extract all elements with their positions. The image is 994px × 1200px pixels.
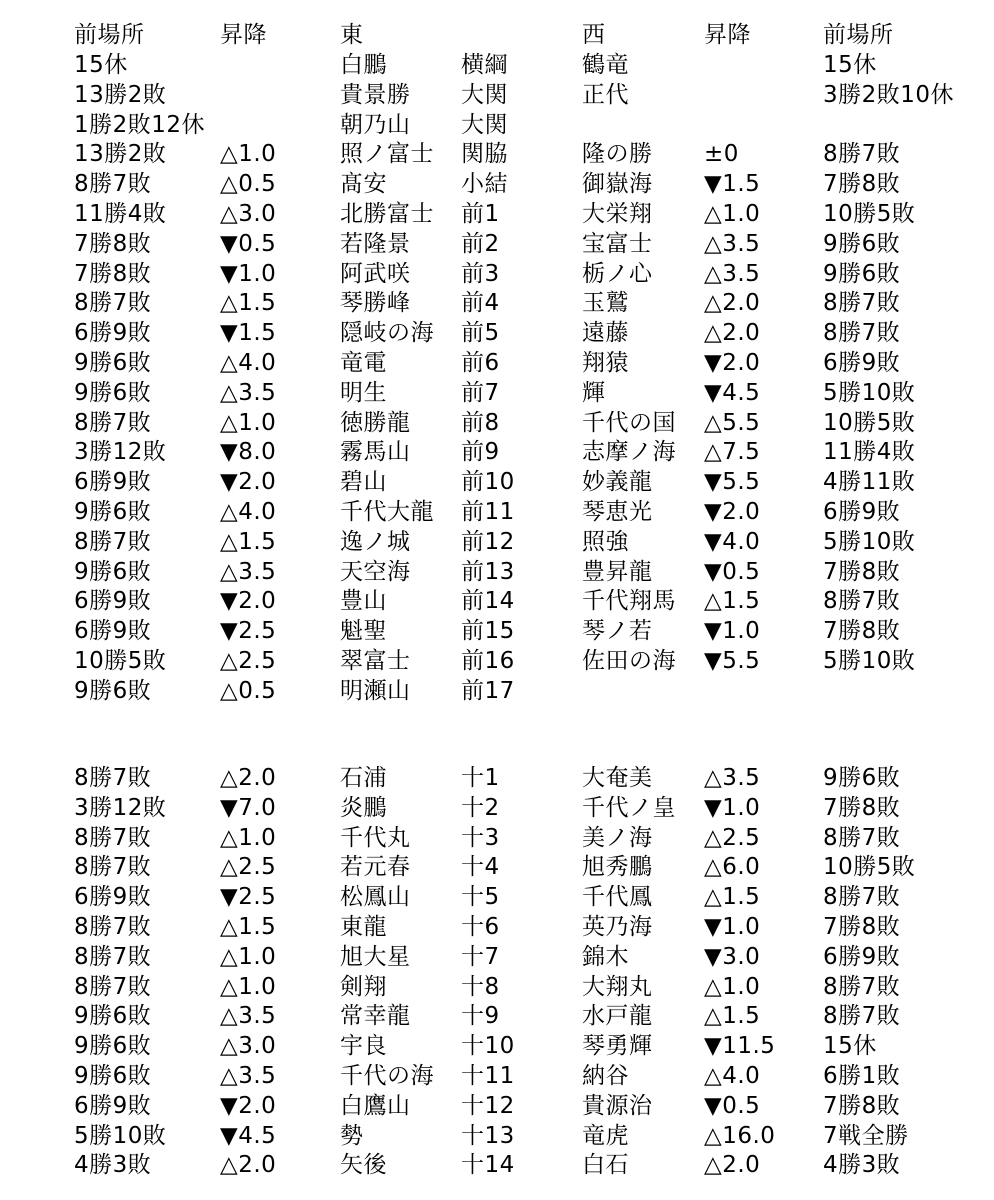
west-prev-record: 6勝9敗 [823,350,901,376]
east-rank-change: △4.0 [220,350,277,376]
table-row [0,763,994,793]
west-wrestler: 妙義龍 [582,469,653,496]
table-row [0,1001,994,1031]
table-row [0,972,994,1002]
rank: 十8 [461,973,500,1000]
west-wrestler: 白石 [582,1152,629,1179]
west-prev-record: 4勝11敗 [823,469,916,496]
east-wrestler: 北勝富士 [340,201,434,227]
east-prev-record: 9勝6敗 [74,1063,152,1089]
table-row [0,646,994,676]
east-rank-change: △1.5 [220,290,277,317]
rank: 前14 [461,588,515,615]
east-rank-change: △1.0 [220,824,277,851]
rank: 十2 [461,794,500,821]
east-wrestler: 宇良 [340,1033,387,1060]
west-rank-change: △6.0 [704,854,761,881]
table-row [0,318,994,348]
rank: 十10 [461,1033,515,1060]
table-row [0,793,994,823]
west-prev-record: 7勝8敗 [823,558,901,585]
table-row [0,139,994,169]
east-rank-change: △1.5 [220,528,277,555]
east-prev-record: 8勝7敗 [74,973,152,1000]
west-prev-record: 8勝7敗 [823,320,901,347]
table-row [0,1061,994,1091]
west-wrestler: 輝 [582,379,606,406]
west-prev-record: 7勝8敗 [823,914,901,940]
east-prev-record: 6勝9敗 [74,618,152,645]
rank: 関脇 [461,141,508,168]
west-prev-record: 8勝7敗 [823,884,901,911]
rank: 十6 [461,914,500,940]
east-wrestler: 朝乃山 [340,111,411,138]
east-rank-change: △3.5 [220,1063,277,1089]
east-wrestler: 若隆景 [340,230,411,257]
east-prev-record: 3勝12敗 [74,439,167,466]
east-wrestler: 髙安 [340,171,387,198]
table-row [0,912,994,942]
east-wrestler: 天空海 [340,558,411,585]
east-prev-record: 8勝7敗 [74,290,152,317]
west-rank-change: △2.5 [704,824,761,851]
east-rank-change: ▼2.5 [220,884,277,911]
rank: 大関 [461,81,508,108]
rank: 大関 [461,111,508,138]
east-wrestler: 松鳳山 [340,884,411,911]
east-prev-record: 15休 [74,52,128,78]
west-wrestler: 大奄美 [582,765,653,791]
east-rank-change: △3.5 [220,558,277,585]
table-row [0,408,994,438]
table-row [0,80,994,110]
east-prev-record: 6勝9敗 [74,588,152,615]
rank: 十9 [461,1003,500,1030]
west-rank-change: ±0 [704,141,739,168]
rank: 前12 [461,528,515,555]
rank: 前15 [461,618,515,645]
east-prev-record: 8勝7敗 [74,409,152,436]
table-row [0,110,994,140]
west-wrestler: 水戸龍 [582,1003,653,1030]
east-rank-change: ▼4.5 [220,1122,277,1149]
east-prev-record: 8勝7敗 [74,528,152,555]
east-rank-change: △1.0 [220,141,277,168]
table-row [0,942,994,972]
east-rank-change: ▼0.5 [220,230,277,257]
west-wrestler: 琴恵光 [582,499,653,525]
rank: 十5 [461,884,500,911]
table-row [0,557,994,587]
rank: 前9 [461,439,500,466]
rank: 前2 [461,230,500,257]
rank: 十3 [461,824,500,851]
east-prev-record: 6勝9敗 [74,469,152,496]
west-prev-record: 9勝6敗 [823,230,901,257]
west-rank-change: △7.5 [704,439,761,466]
west-prev-record: 前場所 [823,22,894,48]
east-wrestler: 矢後 [340,1152,387,1179]
west-wrestler: 千代翔馬 [582,588,676,615]
table-row [0,497,994,527]
east-rank-change: △3.0 [220,201,277,227]
west-rank-change: △3.5 [704,260,761,287]
east-rank-change: △2.5 [220,854,277,881]
east-prev-record: 3勝12敗 [74,794,167,821]
east-wrestler: 東 [340,22,364,48]
east-prev-record: 8勝7敗 [74,171,152,198]
east-wrestler: 常幸龍 [340,1003,411,1030]
east-rank-change: ▼2.5 [220,618,277,645]
west-prev-record: 8勝7敗 [823,824,901,851]
west-wrestler: 竜虎 [582,1122,629,1149]
rank: 前3 [461,260,500,287]
west-prev-record: 15休 [823,52,877,78]
east-prev-record: 11勝4敗 [74,201,167,227]
east-wrestler: 炎鵬 [340,794,387,821]
east-prev-record: 9勝6敗 [74,677,152,704]
east-prev-record: 10勝5敗 [74,648,167,674]
table-row [0,229,994,259]
table-row [0,348,994,378]
table-row [0,437,994,467]
east-wrestler: 翠富士 [340,648,411,674]
west-rank-change: △1.0 [704,201,761,227]
west-rank-change: ▼2.0 [704,499,761,525]
table-row [0,1121,994,1151]
west-rank-change: ▼3.0 [704,943,761,970]
west-rank-change: △1.5 [704,884,761,911]
rank: 十13 [461,1122,515,1149]
west-wrestler: 御嶽海 [582,171,653,198]
east-wrestler: 明瀬山 [340,677,411,704]
table-row [0,50,994,80]
west-prev-record: 4勝3敗 [823,1152,901,1179]
east-rank-change: △1.0 [220,409,277,436]
west-prev-record: 7勝8敗 [823,618,901,645]
west-wrestler: 大栄翔 [582,201,653,227]
rank: 十11 [461,1063,515,1089]
table-row [0,586,994,616]
east-rank-change: 昇降 [220,22,267,48]
west-rank-change: △5.5 [704,409,761,436]
east-rank-change: △4.0 [220,499,277,525]
west-wrestler: 志摩ノ海 [582,439,676,466]
east-wrestler: 豊山 [340,588,387,615]
west-rank-change: ▼5.5 [704,648,761,674]
rank: 横綱 [461,52,508,78]
west-prev-record: 6勝9敗 [823,943,901,970]
west-prev-record: 11勝4敗 [823,439,916,466]
east-rank-change: ▼8.0 [220,439,277,466]
east-prev-record: 9勝6敗 [74,499,152,525]
east-wrestler: 石浦 [340,765,387,791]
west-rank-change: △2.0 [704,290,761,317]
west-prev-record: 5勝10敗 [823,528,916,555]
east-prev-record: 5勝10敗 [74,1122,167,1149]
east-wrestler: 碧山 [340,469,387,496]
table-row [0,616,994,646]
east-rank-change: ▼2.0 [220,469,277,496]
rank: 前8 [461,409,500,436]
east-rank-change: ▼2.0 [220,1092,277,1119]
east-rank-change: △3.5 [220,379,277,406]
west-wrestler: 鶴竜 [582,52,629,78]
west-prev-record: 10勝5敗 [823,409,916,436]
east-rank-change: ▼2.0 [220,588,277,615]
west-prev-record: 9勝6敗 [823,260,901,287]
east-wrestler: 明生 [340,379,387,406]
west-rank-change: △3.5 [704,765,761,791]
rank: 前16 [461,648,515,674]
west-wrestler: 西 [582,22,606,48]
east-rank-change: △0.5 [220,677,277,704]
west-wrestler: 英乃海 [582,914,653,940]
west-rank-change: ▼2.0 [704,350,761,376]
table-row [0,169,994,199]
west-prev-record: 7勝8敗 [823,1092,901,1119]
west-wrestler: 貴源治 [582,1092,653,1119]
west-rank-change: ▼0.5 [704,558,761,585]
east-wrestler: 魁聖 [340,618,387,645]
east-rank-change: △3.0 [220,1033,277,1060]
rank: 前10 [461,469,515,496]
east-wrestler: 千代丸 [340,824,411,851]
west-rank-change: ▼1.0 [704,914,761,940]
west-rank-change: ▼1.0 [704,618,761,645]
rank: 前1 [461,201,500,227]
table-row [0,259,994,289]
west-prev-record: 6勝1敗 [823,1063,901,1089]
rank: 前6 [461,350,500,376]
west-prev-record: 5勝10敗 [823,648,916,674]
table-row [0,1150,994,1180]
west-prev-record: 7勝8敗 [823,171,901,198]
east-wrestler: 東龍 [340,914,387,940]
east-prev-record: 6勝9敗 [74,320,152,347]
east-rank-change: △2.5 [220,648,277,674]
west-prev-record: 10勝5敗 [823,854,916,881]
east-rank-change: △1.0 [220,943,277,970]
east-prev-record: 9勝6敗 [74,379,152,406]
east-prev-record: 9勝6敗 [74,1003,152,1030]
table-row [0,1091,994,1121]
east-prev-record: 6勝9敗 [74,884,152,911]
east-prev-record: 7勝8敗 [74,230,152,257]
rank: 十12 [461,1092,515,1119]
east-prev-record: 9勝6敗 [74,558,152,585]
table-row [0,199,994,229]
rank: 前17 [461,677,515,704]
west-wrestler: 大翔丸 [582,973,653,1000]
table-row [0,288,994,318]
east-rank-change: △0.5 [220,171,277,198]
east-wrestler: 白鵬 [340,52,387,78]
west-rank-change: △3.5 [704,230,761,257]
west-prev-record: 8勝7敗 [823,1003,901,1030]
west-rank-change: ▼1.5 [704,171,761,198]
east-wrestler: 照ノ富士 [340,141,434,168]
west-wrestler: 錦木 [582,943,629,970]
table-row [0,378,994,408]
east-wrestler: 隠岐の海 [340,320,434,347]
west-rank-change: △4.0 [704,1063,761,1089]
west-wrestler: 隆の勝 [582,141,653,168]
rank: 十4 [461,854,500,881]
east-rank-change: △1.0 [220,973,277,1000]
west-rank-change: △2.0 [704,320,761,347]
west-rank-change: ▼11.5 [704,1033,776,1060]
rank: 前11 [461,499,515,525]
east-wrestler: 阿武咲 [340,260,411,287]
east-rank-change: ▼1.0 [220,260,277,287]
east-prev-record: 7勝8敗 [74,260,152,287]
east-prev-record: 9勝6敗 [74,350,152,376]
east-prev-record: 1勝2敗12休 [74,111,206,138]
rank: 十7 [461,943,500,970]
east-prev-record: 8勝7敗 [74,765,152,791]
east-prev-record: 8勝7敗 [74,824,152,851]
table-row [0,1031,994,1061]
east-prev-record: 13勝2敗 [74,141,167,168]
west-wrestler: 宝富士 [582,230,653,257]
west-rank-change: ▼0.5 [704,1092,761,1119]
west-rank-change: ▼1.0 [704,794,761,821]
east-wrestler: 剣翔 [340,973,387,1000]
west-wrestler: 千代鳳 [582,884,653,911]
east-rank-change: △2.0 [220,765,277,791]
west-wrestler: 千代ノ皇 [582,794,676,821]
west-prev-record: 7勝8敗 [823,794,901,821]
west-prev-record: 5勝10敗 [823,379,916,406]
east-wrestler: 旭大星 [340,943,411,970]
west-prev-record: 8勝7敗 [823,973,901,1000]
west-prev-record: 6勝9敗 [823,499,901,525]
east-wrestler: 徳勝龍 [340,409,411,436]
west-wrestler: 豊昇龍 [582,558,653,585]
header-row [0,20,994,50]
west-wrestler: 旭秀鵬 [582,854,653,881]
table-row [0,467,994,497]
east-wrestler: 貴景勝 [340,81,411,108]
west-prev-record: 8勝7敗 [823,141,901,168]
west-rank-change: △1.0 [704,973,761,1000]
west-prev-record: 3勝2敗10休 [823,81,955,108]
east-wrestler: 竜電 [340,350,387,376]
rank: 前4 [461,290,500,317]
table-row [0,852,994,882]
east-rank-change: △1.5 [220,914,277,940]
east-prev-record: 4勝3敗 [74,1152,152,1179]
east-prev-record: 前場所 [74,22,145,48]
east-wrestler: 琴勝峰 [340,290,411,317]
east-wrestler: 千代の海 [340,1063,434,1089]
west-prev-record: 7戦全勝 [823,1122,909,1149]
east-wrestler: 白鷹山 [340,1092,411,1119]
east-wrestler: 千代大龍 [340,499,434,525]
west-wrestler: 正代 [582,81,629,108]
table-row [0,823,994,853]
west-prev-record: 8勝7敗 [823,290,901,317]
west-rank-change: ▼5.5 [704,469,761,496]
west-wrestler: 栃ノ心 [582,260,653,287]
west-rank-change: △2.0 [704,1152,761,1179]
east-wrestler: 若元春 [340,854,411,881]
rank: 十14 [461,1152,515,1179]
west-prev-record: 8勝7敗 [823,588,901,615]
west-rank-change: 昇降 [704,22,751,48]
east-wrestler: 逸ノ城 [340,528,411,555]
rank: 前13 [461,558,515,585]
west-wrestler: 玉鷲 [582,290,629,317]
east-prev-record: 8勝7敗 [74,914,152,940]
east-prev-record: 8勝7敗 [74,854,152,881]
table-row [0,676,994,706]
west-rank-change: ▼4.0 [704,528,761,555]
west-rank-change: △1.5 [704,588,761,615]
west-wrestler: 千代の国 [582,409,676,436]
east-rank-change: ▼1.5 [220,320,277,347]
rank: 前5 [461,320,500,347]
west-rank-change: △16.0 [704,1122,776,1149]
west-prev-record: 10勝5敗 [823,201,916,227]
table-row [0,527,994,557]
west-wrestler: 琴ノ若 [582,618,653,645]
west-wrestler: 琴勇輝 [582,1033,653,1060]
west-wrestler: 翔猿 [582,350,629,376]
east-rank-change: ▼7.0 [220,794,277,821]
east-wrestler: 霧馬山 [340,439,411,466]
west-wrestler: 佐田の海 [582,648,676,674]
east-prev-record: 9勝6敗 [74,1033,152,1060]
east-prev-record: 6勝9敗 [74,1092,152,1119]
rank: 小結 [461,171,508,198]
rank: 十1 [461,765,500,791]
table-row [0,882,994,912]
east-rank-change: △3.5 [220,1003,277,1030]
east-wrestler: 勢 [340,1122,364,1149]
west-prev-record: 9勝6敗 [823,765,901,791]
west-wrestler: 遠藤 [582,320,629,347]
west-wrestler: 美ノ海 [582,824,653,851]
east-rank-change: △2.0 [220,1152,277,1179]
rank: 前7 [461,379,500,406]
west-rank-change: △1.5 [704,1003,761,1030]
west-wrestler: 照強 [582,528,629,555]
west-prev-record: 15休 [823,1033,877,1060]
east-prev-record: 8勝7敗 [74,943,152,970]
west-rank-change: ▼4.5 [704,379,761,406]
east-prev-record: 13勝2敗 [74,81,167,108]
west-wrestler: 納谷 [582,1063,629,1089]
